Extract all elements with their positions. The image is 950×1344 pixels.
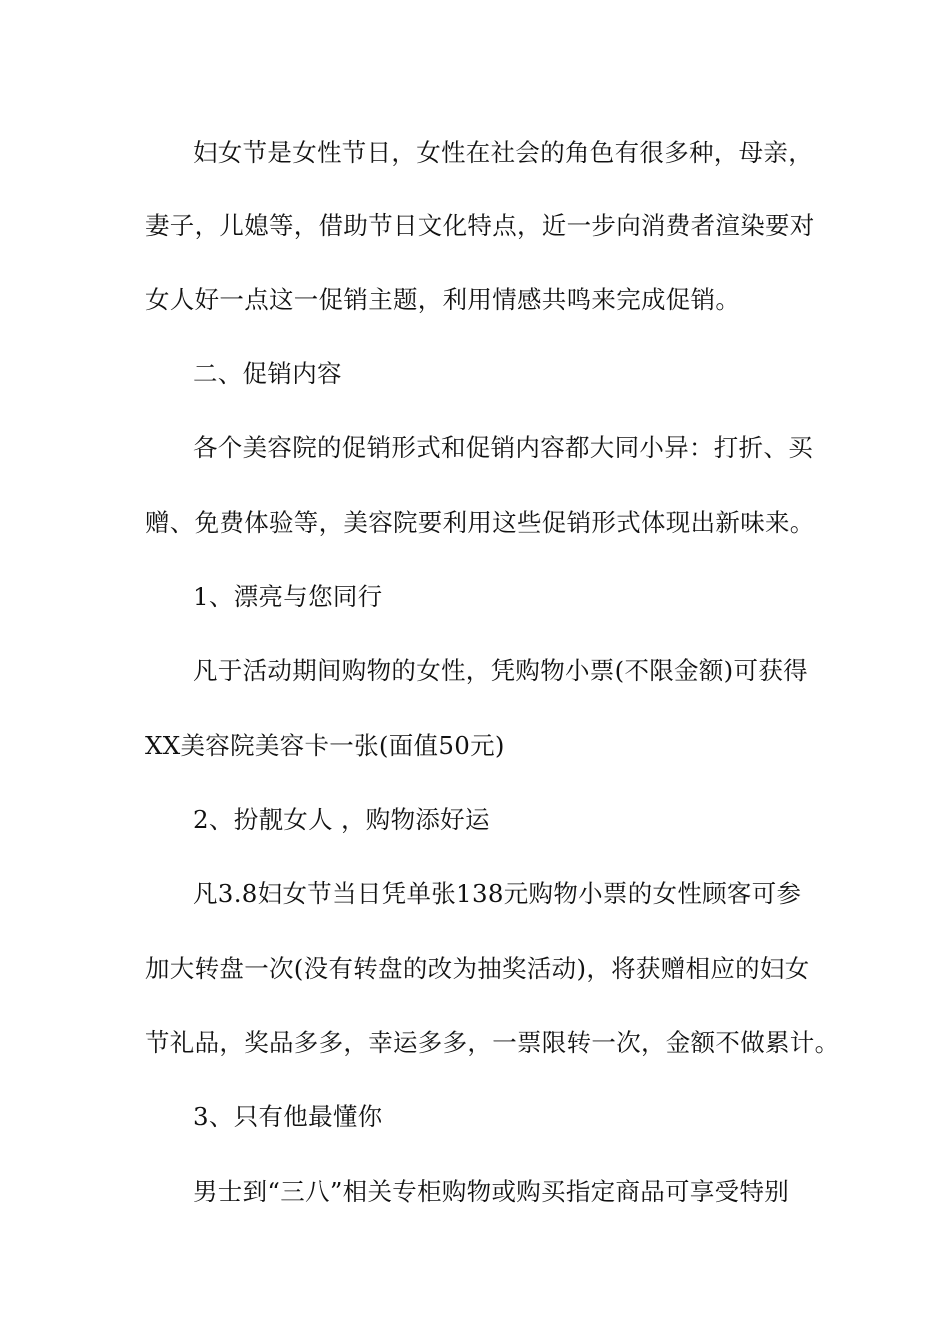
item-heading: 3、只有他最懂你: [193, 1102, 383, 1131]
paragraph-line: 女人好一点这一促销主题，利用情感共鸣来完成促销。: [145, 285, 741, 314]
paragraph-line: 加大转盘一次(没有转盘的改为抽奖活动)，将获赠相应的妇女: [145, 954, 810, 983]
item-heading: 2、扮靓女人 ，购物添好运: [193, 805, 490, 834]
paragraph-line: 男士到“三八”相关专柜购物或购买指定商品可享受特别: [193, 1177, 790, 1206]
paragraph-line: 妇女节是女性节日，女性在社会的角色有很多种，母亲，: [193, 138, 813, 167]
paragraph-line: 赠、免费体验等，美容院要利用这些促销形式体现出新味来。: [145, 508, 815, 537]
paragraph-line: 节礼品，奖品多多，幸运多多，一票限转一次，金额不做累计。: [145, 1028, 840, 1057]
paragraph-line: 凡于活动期间购物的女性，凭购物小票(不限金额)可获得: [193, 656, 808, 685]
paragraph-line: 妻子，儿媳等，借助节日文化特点，近一步向消费者渲染要对: [145, 211, 815, 240]
section-heading: 二、促销内容: [193, 359, 342, 388]
paragraph-line: 凡3.8妇女节当日凭单张138元购物小票的女性顾客可参: [193, 879, 802, 908]
item-heading: 1、漂亮与您同行: [193, 582, 383, 611]
paragraph-line: 各个美容院的促销形式和促销内容都大同小异：打折、买: [193, 433, 813, 462]
paragraph-line: XX美容院美容卡一张(面值50元): [145, 731, 505, 760]
